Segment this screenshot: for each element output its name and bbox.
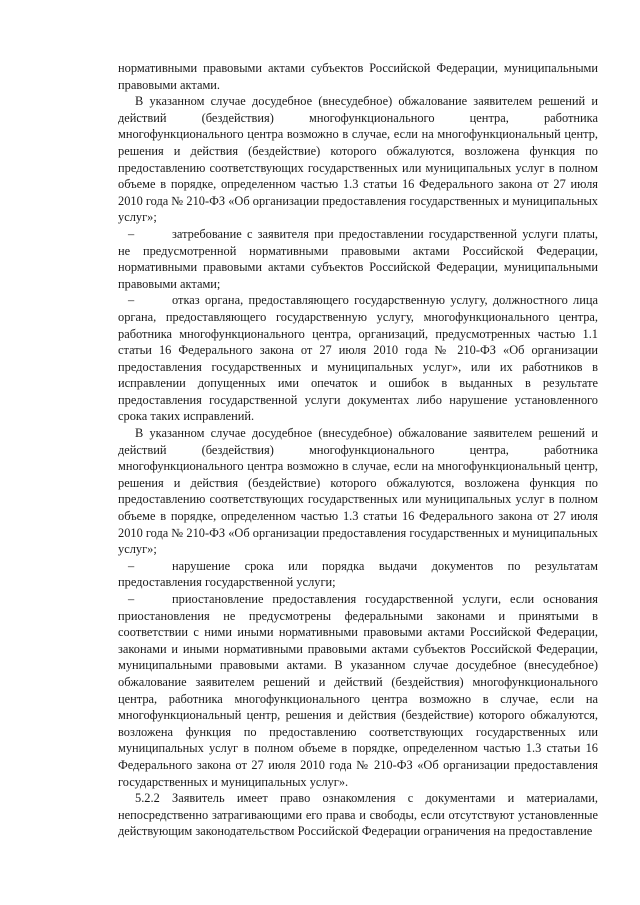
document-body xyxy=(118,60,598,840)
list-dash-marker: – xyxy=(128,226,135,241)
list-item-refusal-correction xyxy=(118,292,598,425)
paragraph-5-2-2: 5.2.2 Заявитель имеет право ознакомления с документами и материалами, непосредственно затрагивающими его права и свободы, если отсутствуют установленные действующим законодательством Российской Федерации ограничения на предоставление xyxy=(118,791,598,839)
paragraph-continuation: нормативными правовыми актами субъектов Российской Федерации, муниципальными правовыми актами. xyxy=(118,61,598,92)
paragraph-mfc-appeal-1: В указанном случае досудебное (внесудебное) обжалование заявителем решений и действий (бездействия) многофункционального центра, работника многофункционального центра возможно в случае, если на многофункциональный центр, решения и действия (бездействие) которого обжалуются, возложена функция по предоставлению соответствующих государственных или муниципальных услуг в полном объеме в порядке, определенном частью 1.3 статьи 16 Федерального закона от 27 июля 2010 года № 210-ФЗ «Об организации предоставления государственных и муниципальных услуг»; xyxy=(118,94,598,225)
list-item-suspension xyxy=(118,591,598,790)
list-item-text: затребование с заявителя при предоставлении государственной услуги платы, не предусмотренной нормативными правовыми актами Российской Федерации, нормативными правовыми актами субъектов Российской Федерации, муниципальными правовыми актами; xyxy=(118,226,598,291)
list-item-text: приостановление предоставления государственной услуги, если основания приостановления не предусмотрены федеральными законами и принятыми в соответствии с ними иными нормативными правовыми актами Российской Федерации, законами и иными нормативными правовыми актами субъектов Российской Федерации, муниципальными правовыми актами. В указанном случае досудебное (внесудебное) обжалование заявителем решений и действий (бездействия) многофункционального центра, работника многофункционального центра возможно в случае, если на многофункциональный центр, решения и действия (бездействие) которого обжалуются, возложена функция по предоставлению соответствующих государственных или муниципальных услуг в полном объеме в порядке, определенном частью 1.3 статьи 16 Федерального закона от 27 июля 2010 года № 210-ФЗ «Об организации предоставления государственных и муниципальных услуг». xyxy=(118,592,598,789)
paragraph-mfc-appeal-2: В указанном случае досудебное (внесудебное) обжалование заявителем решений и действий (бездействия) многофункционального центра, работника многофункционального центра возможно в случае, если на многофункциональный центр, решения и действия (бездействие) которого обжалуются, возложена функция по предоставлению соответствующих государственных или муниципальных услуг в полном объеме в порядке, определенном частью 1.3 статьи 16 Федерального закона от 27 июля 2010 года № 210-ФЗ «Об организации предоставления государственных и муниципальных услуг»; xyxy=(118,426,598,557)
list-dash-marker: – xyxy=(128,592,135,606)
list-dash-marker: – xyxy=(128,558,135,573)
list-item-text: нарушение срока или порядка выдачи документов по результатам предоставления государственной услуги; xyxy=(118,558,598,590)
list-item-fee-demand xyxy=(118,226,598,292)
list-item-issue-deadline xyxy=(118,558,598,591)
list-item-text: отказ органа, предоставляющего государственную услугу, должностного лица органа, предоставляющего государственную услугу, многофункционального центра, работника многофункционального центра, организаций, предусмотренных частью 1.1 статьи 16 Федерального закона от 27 июля 2010 года № 210-ФЗ «Об организации предоставления государственных и муниципальных услуг», или их работников в исправлении допущенных ими опечаток и ошибок в выданных в результате предоставления государственной услуги документах либо нарушение установленного срока таких исправлений. xyxy=(118,293,598,424)
list-dash-marker: – xyxy=(128,293,135,308)
